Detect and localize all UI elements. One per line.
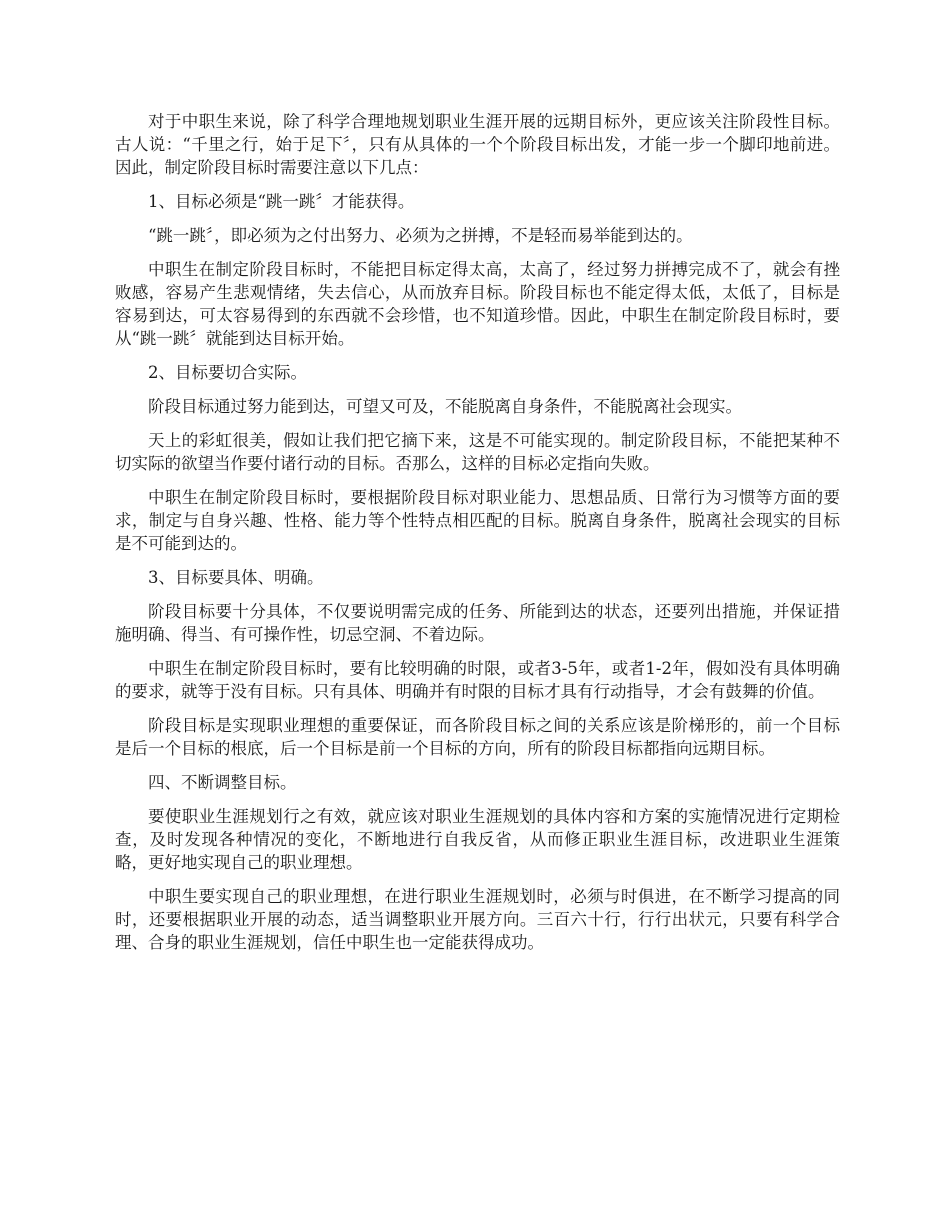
paragraph: “跳一跳〞，即必须为之付出努力、必须为之拼搏，不是轻而易举能到达的。 (148, 226, 693, 245)
paragraph: 阶段目标通过努力能到达，可望又可及，不能脱离自身条件，不能脱离社会现实。 (148, 397, 742, 416)
paragraph: 中职生在制定阶段目标时，要根据阶段目标对职业能力、思想品质、日常行为习惯等方面的要求，制定与自身兴趣、性格、能力等个性特点相匹配的目标。脱离自身条件，脱离社会现实的目标是不可能到达的。 (115, 488, 840, 553)
document-body (115, 110, 840, 965)
heading-point-2: 2、目标要切合实际。 (148, 363, 307, 382)
paragraph: 要使职业生涯规划行之有效，就应该对职业生涯规划的具体内容和方案的实施情况进行定期检查，及时发现各种情况的变化，不断地进行自我反省，从而修正职业生涯目标，改进职业生涯策略，更好地实现自己的职业理想。 (115, 807, 840, 872)
heading-point-1: 1、目标必须是“跳一跳〞才能获得。 (148, 192, 415, 211)
heading-point-3: 3、目标要具体、明确。 (148, 568, 324, 587)
paragraph: 中职生在制定阶段目标时，要有比较明确的时限，或者3-5年，或者1-2年，假如没有具体明确的要求，就等于没有目标。只有具体、明确并有时限的目标才具有行动指导，才会有鼓舞的价值。 (115, 659, 840, 701)
paragraph: 天上的彩虹很美，假如让我们把它摘下来，这是不可能实现的。制定阶段目标，不能把某种不切实际的欲望当作要付诸行动的目标。否那么，这样的目标必定指向失败。 (115, 431, 840, 473)
paragraph: 阶段目标是实现职业理想的重要保证，而各阶段目标之间的关系应该是阶梯形的，前一个目标是后一个目标的根底，后一个目标是前一个目标的方向，所有的阶段目标都指向远期目标。 (115, 716, 840, 758)
heading-section-4: 四、不断调整目标。 (148, 773, 297, 792)
paragraph: 阶段目标要十分具体，不仅要说明需完成的任务、所能到达的状态，还要列出措施，并保证措施明确、得当、有可操作性，切忌空洞、不着边际。 (115, 602, 840, 644)
paragraph-conclusion: 中职生要实现自己的职业理想，在进行职业生涯规划时，必须与时俱进，在不断学习提高的同时，还要根据职业开展的动态，适当调整职业开展方向。三百六十行，行行出状元，只要有科学合理、合身的职业生涯规划，信任中职生也一定能获得成功。 (115, 887, 840, 952)
paragraph-intro: 对于中职生来说，除了科学合理地规划职业生涯开展的远期目标外，更应该关注阶段性目标。古人说：“千里之行，始于足下〞，只有从具体的一个个阶段目标出发，才能一步一个脚印地前进。因此，制定阶段目标时需要注意以下几点： (115, 112, 840, 177)
paragraph: 中职生在制定阶段目标时，不能把目标定得太高，太高了，经过努力拼搏完成不了，就会有挫败感，容易产生悲观情绪，失去信心，从而放弃目标。阶段目标也不能定得太低，太低了，目标是容易到达，可太容易得到的东西就不会珍惜，也不知道珍惜。因此，中职生在制定阶段目标时，要从“跳一跳〞就能到达目标开始。 (115, 260, 840, 348)
